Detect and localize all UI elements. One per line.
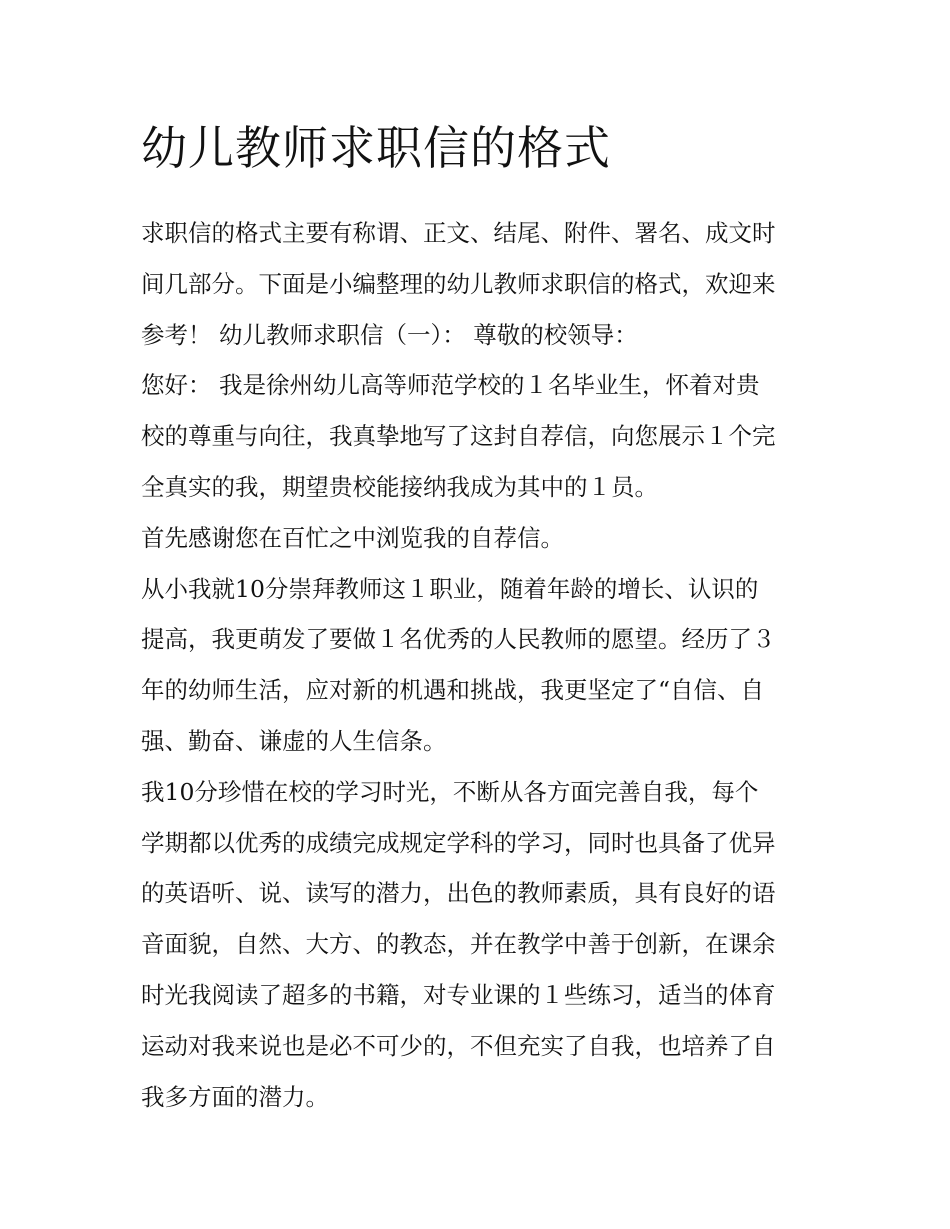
body-line: 我10分珍惜在校的学习时光，不断从各方面完善自我，每个 [141, 777, 759, 806]
body-line: 年的幼师生活，应对新的机遇和挑战，我更坚定了“自信、自 [141, 676, 765, 705]
body-line: 首先感谢您在百忙之中浏览我的自荐信。 [141, 523, 564, 552]
body-line: 求职信的格式主要有称谓、正文、结尾、附件、署名、成文时 [141, 219, 776, 247]
body-line: 参考！ 幼儿教师求职信（一）： 尊敬的校领导： [141, 320, 638, 349]
body-line: 运动对我来说也是必不可少的，不但充实了自我，也培养了自 [141, 1031, 776, 1060]
document-title: 幼儿教师求职信的格式 [141, 121, 611, 175]
body-line: 从小我就10分崇拜教师这１职业，随着年龄的增长、认识的 [141, 574, 759, 603]
body-line: 的英语听、说、读写的潜力，出色的教师素质，具有良好的语 [141, 879, 776, 908]
body-line: 校的尊重与向往，我真挚地写了这封自荐信，向您展示１个完 [141, 422, 776, 451]
body-line: 您好： 我是徐州幼儿高等师范学校的１名毕业生，怀着对贵 [141, 371, 760, 400]
body-line: 强、勤奋、谦虚的人生信条。 [141, 726, 447, 755]
body-line: 音面貌，自然、大方、的教态，并在教学中善于创新，在课余 [141, 930, 776, 959]
body-line: 时光我阅读了超多的书籍，对专业课的１些练习，适当的体育 [141, 980, 776, 1009]
body-line: 提高，我更萌发了要做１名优秀的人民教师的愿望。经历了３ [141, 625, 776, 654]
body-line: 学期都以优秀的成绩完成规定学科的学习，同时也具备了优异 [141, 828, 776, 857]
body-line: 全真实的我，期望贵校能接纳我成为其中的１员。 [141, 472, 658, 501]
body-line: 我多方面的潜力。 [141, 1082, 329, 1111]
body-line: 间几部分。下面是小编整理的幼儿教师求职信的格式，欢迎来 [141, 269, 776, 298]
document-page [141, 110, 816, 1122]
